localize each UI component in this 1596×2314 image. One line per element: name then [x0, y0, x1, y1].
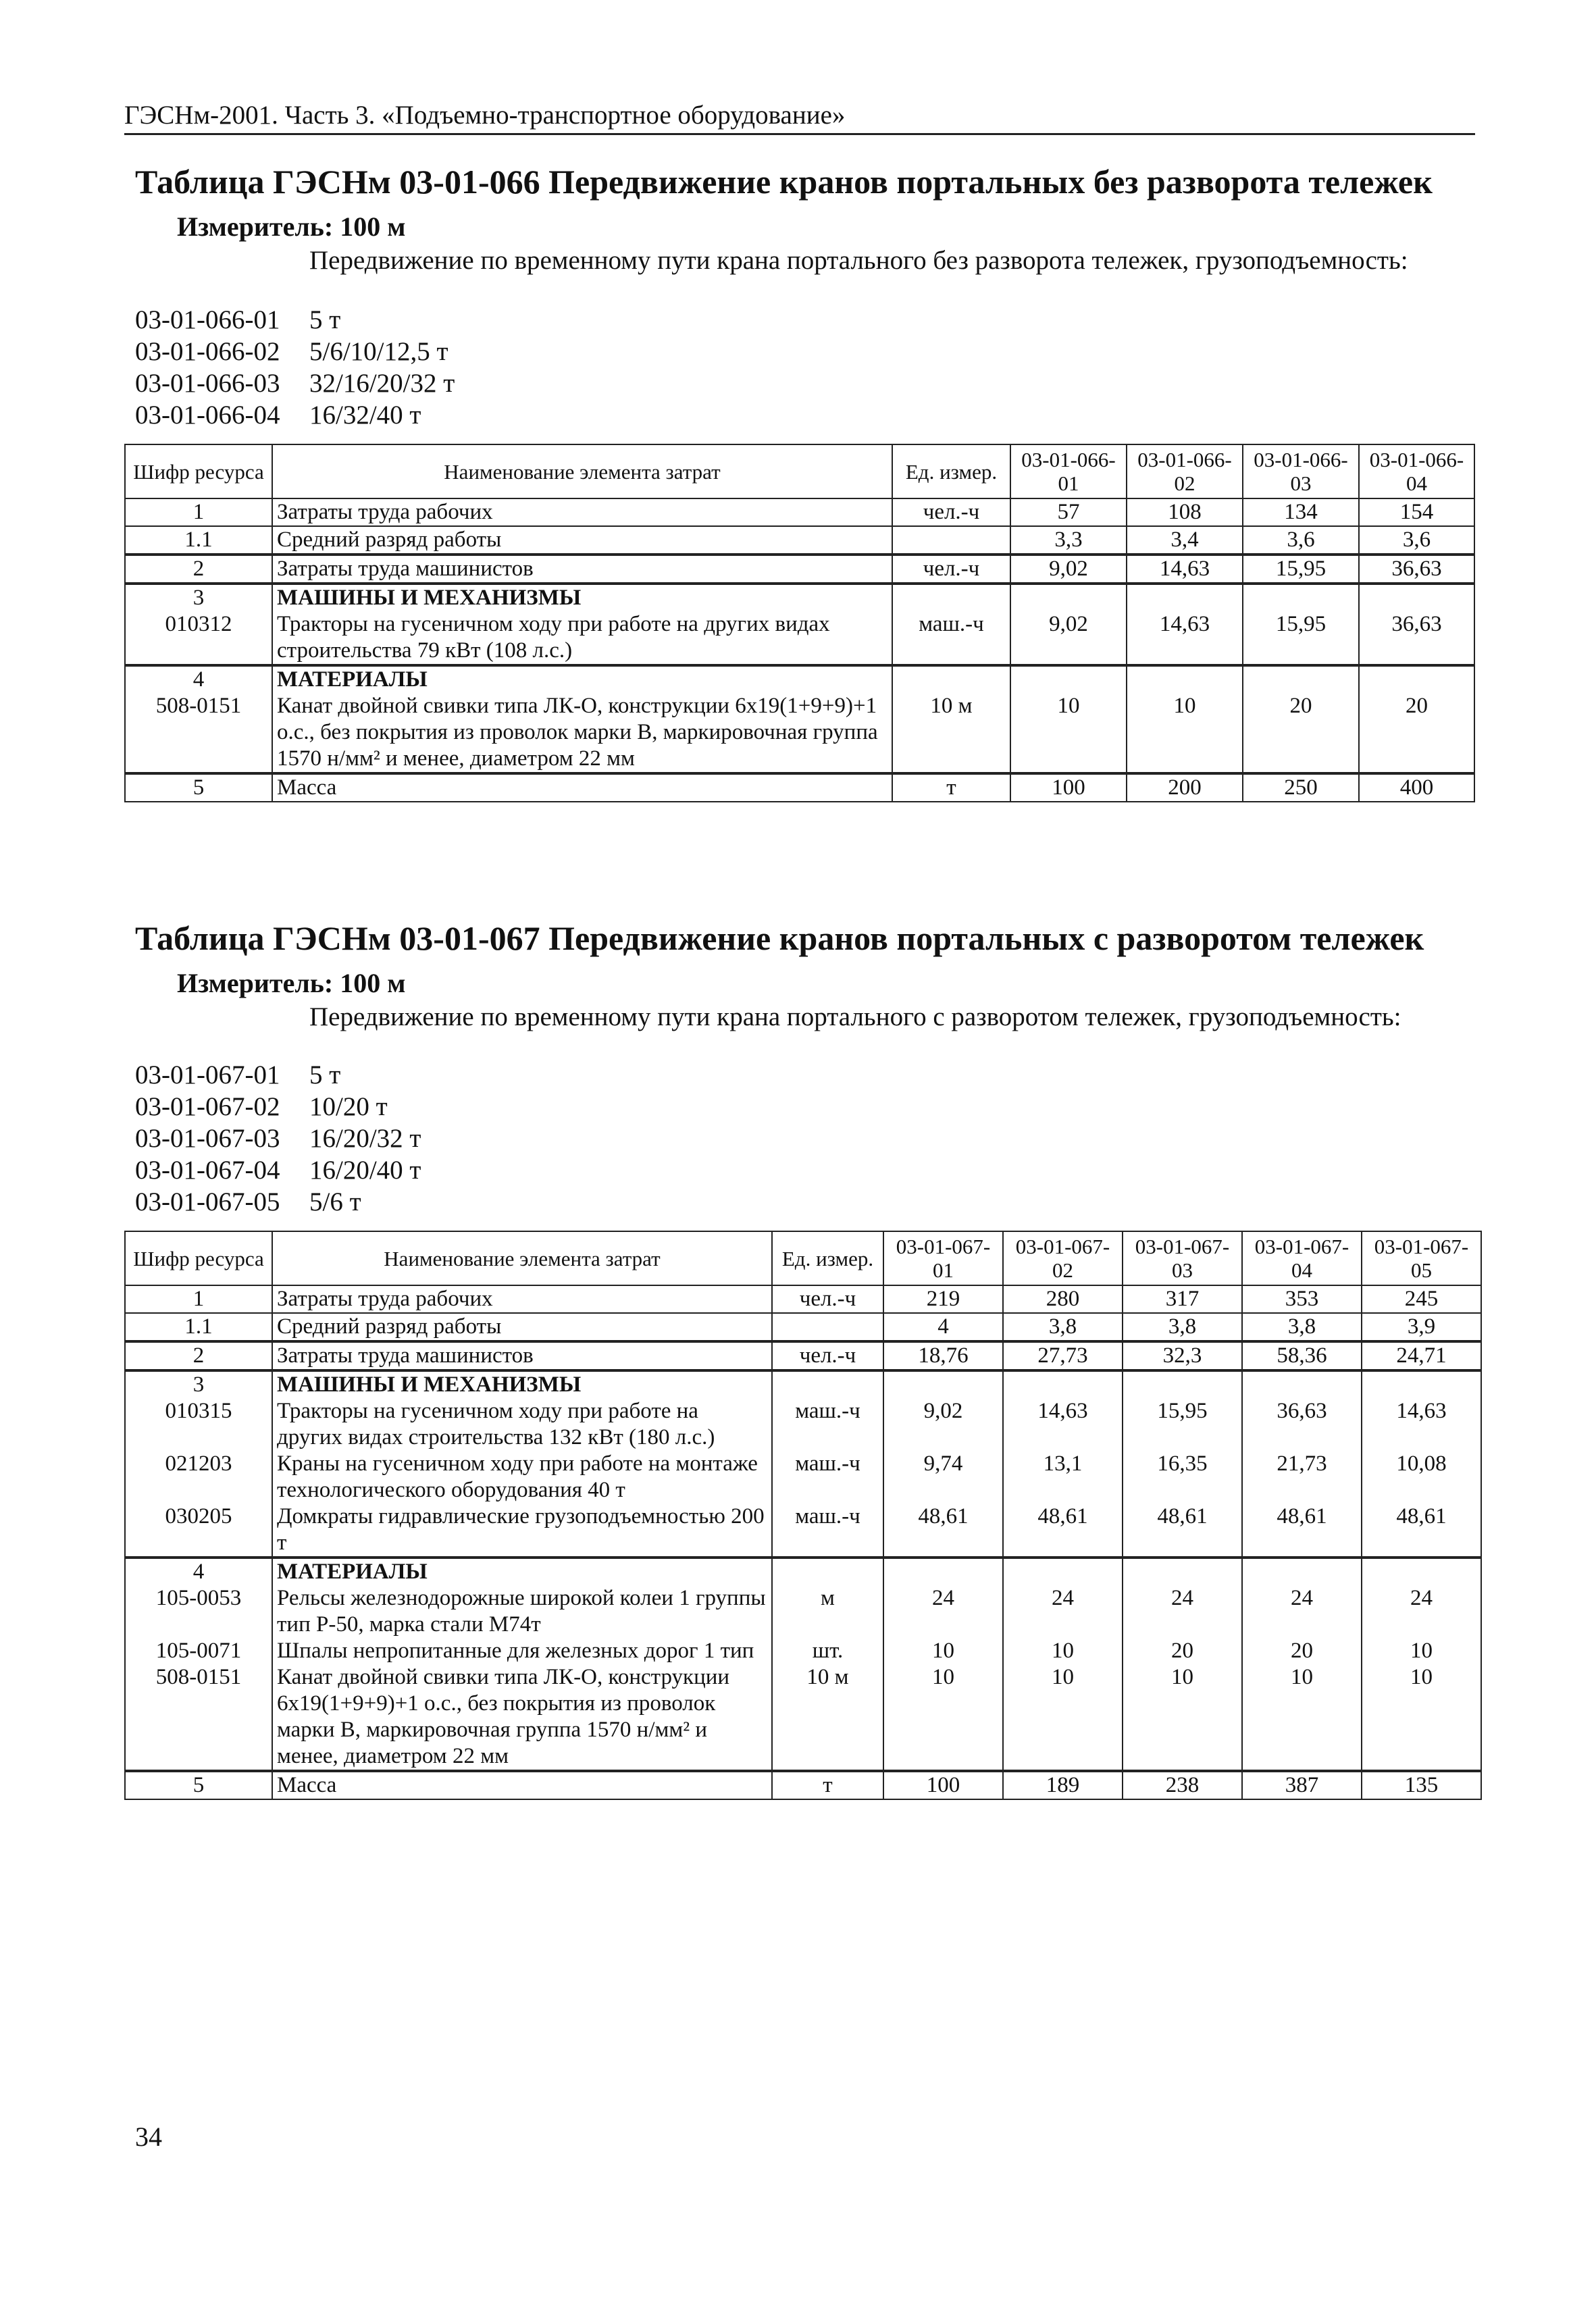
- table-row: [125, 1285, 1481, 1313]
- cell-unit: т: [772, 1771, 883, 1799]
- cell-value: 10: [1127, 693, 1243, 773]
- cell-value: 24: [883, 1585, 1003, 1638]
- cell-unit: [772, 1558, 883, 1585]
- table-row: [125, 1585, 1481, 1638]
- cell-value: 48,61: [1242, 1503, 1362, 1558]
- cell-value: 100: [883, 1771, 1003, 1799]
- group-row: [125, 1370, 1481, 1398]
- cell-code: 3: [125, 584, 272, 611]
- cell-code: 5: [125, 773, 272, 802]
- cell-unit: м: [772, 1585, 883, 1638]
- cell-value: 14,63: [1003, 1398, 1123, 1451]
- cell-value: 100: [1010, 773, 1127, 802]
- cell-unit: [892, 526, 1010, 555]
- cell-code: 1: [125, 1285, 272, 1313]
- cell-value: 10,08: [1362, 1451, 1481, 1503]
- table-row: [125, 555, 1474, 584]
- table1-description: Передвижение по временному пути крана портального без разворота тележек, грузоподъемность:: [309, 246, 1408, 275]
- cell-value: 3,8: [1003, 1313, 1123, 1341]
- table-row: [125, 1664, 1481, 1771]
- table-row: [125, 526, 1474, 555]
- variant-value: 5/6 т: [309, 1187, 361, 1216]
- cell-value: 200: [1127, 773, 1243, 802]
- cell-value: 20: [1242, 1638, 1362, 1664]
- col-header-code: Шифр ресурса: [125, 444, 272, 498]
- cell-value: [1123, 1558, 1242, 1585]
- variant-value: 32/16/20/32 т: [309, 369, 455, 398]
- cell-unit: 10 м: [772, 1664, 883, 1771]
- table-row: [125, 693, 1474, 773]
- cell-unit: шт.: [772, 1638, 883, 1664]
- col-header-code: Шифр ресурса: [125, 1231, 272, 1285]
- cell-value: 13,1: [1003, 1451, 1123, 1503]
- group-row: [125, 665, 1474, 693]
- table2-title: Таблица ГЭСНм 03-01-067 Передвижение кранов портальных с разворотом тележек: [135, 919, 1424, 957]
- cell-code: 1.1: [125, 1313, 272, 1341]
- col-header-variant: 03-01-067-03: [1123, 1231, 1242, 1285]
- table-row: [125, 1503, 1481, 1558]
- cell-value: 20: [1359, 693, 1474, 773]
- variant-value: 16/20/32 т: [309, 1124, 421, 1153]
- cell-value: 24: [1362, 1585, 1481, 1638]
- cell-value: [1243, 584, 1359, 611]
- cell-value: 250: [1243, 773, 1359, 802]
- variant-value: 10/20 т: [309, 1092, 388, 1121]
- table-row: [125, 498, 1474, 526]
- cell-value: 24: [1123, 1585, 1242, 1638]
- group-row: [125, 1558, 1481, 1585]
- cell-name: Затраты труда рабочих: [272, 498, 892, 526]
- col-header-unit: Ед. измер.: [892, 444, 1010, 498]
- variant-row: [135, 1186, 421, 1218]
- cell-name: Масса: [272, 773, 892, 802]
- col-header-variant: 03-01-066-02: [1127, 444, 1243, 498]
- cell-value: 353: [1242, 1285, 1362, 1313]
- cell-name: Тракторы на гусеничном ходу при работе на других видах строительства 132 кВт (180 л.с.): [272, 1398, 772, 1451]
- variant-row: [135, 1123, 421, 1154]
- cell-name: Тракторы на гусеничном ходу при работе на других видах строительства 79 кВт (108 л.с.): [272, 611, 892, 665]
- variant-row: [135, 399, 455, 431]
- cell-value: 36,63: [1242, 1398, 1362, 1451]
- cell-value: 245: [1362, 1285, 1481, 1313]
- table-row: [125, 1341, 1481, 1370]
- cell-code: 4: [125, 1558, 272, 1585]
- cell-value: [1242, 1558, 1362, 1585]
- cell-name: Канат двойной свивки типа ЛК-О, конструкции 6х19(1+9+9)+1 о.с., без покрытия из проволок марки В, маркировочная группа 1570 н/мм² и менее, диаметром 22 мм: [272, 693, 892, 773]
- table1-measure: Измеритель: 100 м: [177, 211, 406, 242]
- cell-value: 32,3: [1123, 1341, 1242, 1370]
- cell-code: 508-0151: [125, 693, 272, 773]
- variant-code: 03-01-066-01: [135, 305, 280, 334]
- cell-value: 57: [1010, 498, 1127, 526]
- cell-value: 21,73: [1242, 1451, 1362, 1503]
- cell-value: 16,35: [1123, 1451, 1242, 1503]
- cell-value: 10: [1242, 1664, 1362, 1771]
- cell-value: [1243, 665, 1359, 693]
- cell-name: Шпалы непропитанные для железных дорог 1 тип: [272, 1638, 772, 1664]
- cell-value: 15,95: [1243, 555, 1359, 584]
- cell-value: 280: [1003, 1285, 1123, 1313]
- cell-unit: маш.-ч: [892, 611, 1010, 665]
- table2-variant-list: [135, 1059, 421, 1218]
- cell-value: 9,02: [1010, 611, 1127, 665]
- cell-code: 3: [125, 1370, 272, 1398]
- cell-code: 4: [125, 665, 272, 693]
- cell-value: 20: [1243, 693, 1359, 773]
- cell-code: 105-0053: [125, 1585, 272, 1638]
- variant-code: 03-01-066-04: [135, 401, 280, 430]
- cell-value: 48,61: [1003, 1503, 1123, 1558]
- cell-value: 317: [1123, 1285, 1242, 1313]
- col-header-variant: 03-01-067-04: [1242, 1231, 1362, 1285]
- cell-value: 3,6: [1243, 526, 1359, 555]
- variant-row: [135, 336, 455, 367]
- cell-name: МАШИНЫ И МЕХАНИЗМЫ: [272, 1370, 772, 1398]
- variant-code: 03-01-067-01: [135, 1060, 280, 1089]
- variant-code: 03-01-067-02: [135, 1092, 280, 1121]
- cell-value: [1359, 665, 1474, 693]
- cell-value: [883, 1370, 1003, 1398]
- cell-name: Затраты труда рабочих: [272, 1285, 772, 1313]
- table-row: [125, 773, 1474, 802]
- page-number: 34: [135, 2122, 162, 2152]
- cell-code: 2: [125, 1341, 272, 1370]
- cell-unit: [892, 584, 1010, 611]
- cell-value: 387: [1242, 1771, 1362, 1799]
- col-header-variant: 03-01-067-01: [883, 1231, 1003, 1285]
- cell-code: 030205: [125, 1503, 272, 1558]
- cell-unit: маш.-ч: [772, 1503, 883, 1558]
- col-header-name: Наименование элемента затрат: [272, 1231, 772, 1285]
- cell-unit: [892, 665, 1010, 693]
- cell-value: 238: [1123, 1771, 1242, 1799]
- cell-value: [1362, 1370, 1481, 1398]
- col-header-variant: 03-01-066-04: [1359, 444, 1474, 498]
- variant-value: 5 т: [309, 305, 341, 334]
- cell-value: 4: [883, 1313, 1003, 1341]
- cell-value: [1123, 1370, 1242, 1398]
- col-header-unit: Ед. измер.: [772, 1231, 883, 1285]
- cell-code: 1: [125, 498, 272, 526]
- cell-value: 15,95: [1243, 611, 1359, 665]
- cell-name: МАШИНЫ И МЕХАНИЗМЫ: [272, 584, 892, 611]
- variant-code: 03-01-067-04: [135, 1156, 280, 1185]
- cell-unit: чел.-ч: [892, 498, 1010, 526]
- cell-code: 021203: [125, 1451, 272, 1503]
- cell-unit: чел.-ч: [892, 555, 1010, 584]
- cell-unit: чел.-ч: [772, 1341, 883, 1370]
- variant-value: 5/6/10/12,5 т: [309, 337, 448, 366]
- cell-value: 48,61: [883, 1503, 1003, 1558]
- group-row: [125, 584, 1474, 611]
- col-header-variant: 03-01-067-05: [1362, 1231, 1481, 1285]
- cell-value: 134: [1243, 498, 1359, 526]
- cell-value: 15,95: [1123, 1398, 1242, 1451]
- cell-value: 36,63: [1359, 555, 1474, 584]
- variant-row: [135, 1059, 421, 1091]
- cell-code: 010312: [125, 611, 272, 665]
- cell-unit: [772, 1370, 883, 1398]
- cell-value: 24: [1242, 1585, 1362, 1638]
- cell-value: 9,02: [1010, 555, 1127, 584]
- variant-value: 16/32/40 т: [309, 401, 421, 430]
- cell-code: 508-0151: [125, 1664, 272, 1771]
- cell-value: 10: [883, 1638, 1003, 1664]
- cell-name: Домкраты гидравлические грузоподъемностью 200 т: [272, 1503, 772, 1558]
- cell-value: 400: [1359, 773, 1474, 802]
- cell-name: Краны на гусеничном ходу при работе на монтаже технологического оборудования 40 т: [272, 1451, 772, 1503]
- variant-row: [135, 367, 455, 399]
- cell-value: 58,36: [1242, 1341, 1362, 1370]
- cell-value: 18,76: [883, 1341, 1003, 1370]
- cell-code: 2: [125, 555, 272, 584]
- cell-value: 10: [1010, 693, 1127, 773]
- variant-value: 16/20/40 т: [309, 1156, 421, 1185]
- col-header-variant: 03-01-066-01: [1010, 444, 1127, 498]
- cell-unit: 10 м: [892, 693, 1010, 773]
- cell-value: 9,02: [883, 1398, 1003, 1451]
- cell-value: [1127, 584, 1243, 611]
- cell-code: 5: [125, 1771, 272, 1799]
- table-row: [125, 1313, 1481, 1341]
- table2-measure: Измеритель: 100 м: [177, 968, 406, 998]
- cell-value: 108: [1127, 498, 1243, 526]
- variant-code: 03-01-067-03: [135, 1124, 280, 1153]
- variant-code: 03-01-066-02: [135, 337, 280, 366]
- cell-value: 3,4: [1127, 526, 1243, 555]
- table2-resources: [124, 1231, 1482, 1800]
- variant-code: 03-01-067-05: [135, 1187, 280, 1216]
- cell-unit: т: [892, 773, 1010, 802]
- cell-value: 10: [1123, 1664, 1242, 1771]
- cell-unit: [772, 1313, 883, 1341]
- cell-code: 1.1: [125, 526, 272, 555]
- table-row: [125, 1638, 1481, 1664]
- cell-value: 10: [1003, 1638, 1123, 1664]
- table-row: [125, 611, 1474, 665]
- cell-name: Рельсы железнодорожные широкой колеи 1 группы тип Р-50, марка стали М74т: [272, 1585, 772, 1638]
- table1-resources: [124, 444, 1475, 802]
- cell-value: 27,73: [1003, 1341, 1123, 1370]
- table2-description: Передвижение по временному пути крана портального с разворотом тележек, грузоподъемность:: [309, 1002, 1401, 1031]
- cell-value: 10: [1003, 1664, 1123, 1771]
- cell-value: 3,3: [1010, 526, 1127, 555]
- cell-unit: маш.-ч: [772, 1451, 883, 1503]
- cell-unit: маш.-ч: [772, 1398, 883, 1451]
- cell-value: 48,61: [1362, 1503, 1481, 1558]
- cell-name: Средний разряд работы: [272, 526, 892, 555]
- cell-code: 010315: [125, 1398, 272, 1451]
- cell-unit: чел.-ч: [772, 1285, 883, 1313]
- variant-code: 03-01-066-03: [135, 369, 280, 398]
- cell-name: Масса: [272, 1771, 772, 1799]
- cell-value: 14,63: [1127, 611, 1243, 665]
- cell-value: [1242, 1370, 1362, 1398]
- cell-value: 20: [1123, 1638, 1242, 1664]
- table1-variant-list: [135, 304, 455, 431]
- cell-value: [1010, 584, 1127, 611]
- cell-value: 10: [883, 1664, 1003, 1771]
- cell-name: МАТЕРИАЛЫ: [272, 1558, 772, 1585]
- cell-value: 3,6: [1359, 526, 1474, 555]
- cell-value: 9,74: [883, 1451, 1003, 1503]
- cell-value: [1127, 665, 1243, 693]
- cell-value: 135: [1362, 1771, 1481, 1799]
- cell-value: 36,63: [1359, 611, 1474, 665]
- table-row: [125, 1771, 1481, 1799]
- cell-name: Канат двойной свивки типа ЛК-О, конструкции 6х19(1+9+9)+1 о.с., без покрытия из проволок марки В, маркировочная группа 1570 н/мм² и менее, диаметром 22 мм: [272, 1664, 772, 1771]
- cell-value: 14,63: [1362, 1398, 1481, 1451]
- cell-value: 3,8: [1123, 1313, 1242, 1341]
- cell-value: [883, 1558, 1003, 1585]
- cell-value: 24: [1003, 1585, 1123, 1638]
- col-header-variant: 03-01-066-03: [1243, 444, 1359, 498]
- cell-name: Затраты труда машинистов: [272, 1341, 772, 1370]
- cell-value: 48,61: [1123, 1503, 1242, 1558]
- variant-row: [135, 1154, 421, 1186]
- cell-value: [1003, 1558, 1123, 1585]
- cell-value: 154: [1359, 498, 1474, 526]
- cell-value: [1359, 584, 1474, 611]
- running-header: ГЭСНм-2001. Часть 3. «Подъемно-транспортное оборудование»: [124, 100, 1475, 135]
- col-header-name: Наименование элемента затрат: [272, 444, 892, 498]
- variant-value: 5 т: [309, 1060, 341, 1089]
- cell-value: 24,71: [1362, 1341, 1481, 1370]
- cell-value: 189: [1003, 1771, 1123, 1799]
- cell-value: 3,8: [1242, 1313, 1362, 1341]
- cell-value: 219: [883, 1285, 1003, 1313]
- cell-name: Затраты труда машинистов: [272, 555, 892, 584]
- cell-value: 3,9: [1362, 1313, 1481, 1341]
- table-row: [125, 1398, 1481, 1451]
- variant-row: [135, 304, 455, 336]
- variant-row: [135, 1091, 421, 1123]
- cell-value: [1362, 1558, 1481, 1585]
- cell-value: [1010, 665, 1127, 693]
- cell-name: Средний разряд работы: [272, 1313, 772, 1341]
- col-header-variant: 03-01-067-02: [1003, 1231, 1123, 1285]
- cell-code: 105-0071: [125, 1638, 272, 1664]
- cell-value: 10: [1362, 1664, 1481, 1771]
- cell-name: МАТЕРИАЛЫ: [272, 665, 892, 693]
- table-row: [125, 1451, 1481, 1503]
- cell-value: [1003, 1370, 1123, 1398]
- table1-title: Таблица ГЭСНм 03-01-066 Передвижение кранов портальных без разворота тележек: [135, 163, 1433, 201]
- cell-value: 14,63: [1127, 555, 1243, 584]
- cell-value: 10: [1362, 1638, 1481, 1664]
